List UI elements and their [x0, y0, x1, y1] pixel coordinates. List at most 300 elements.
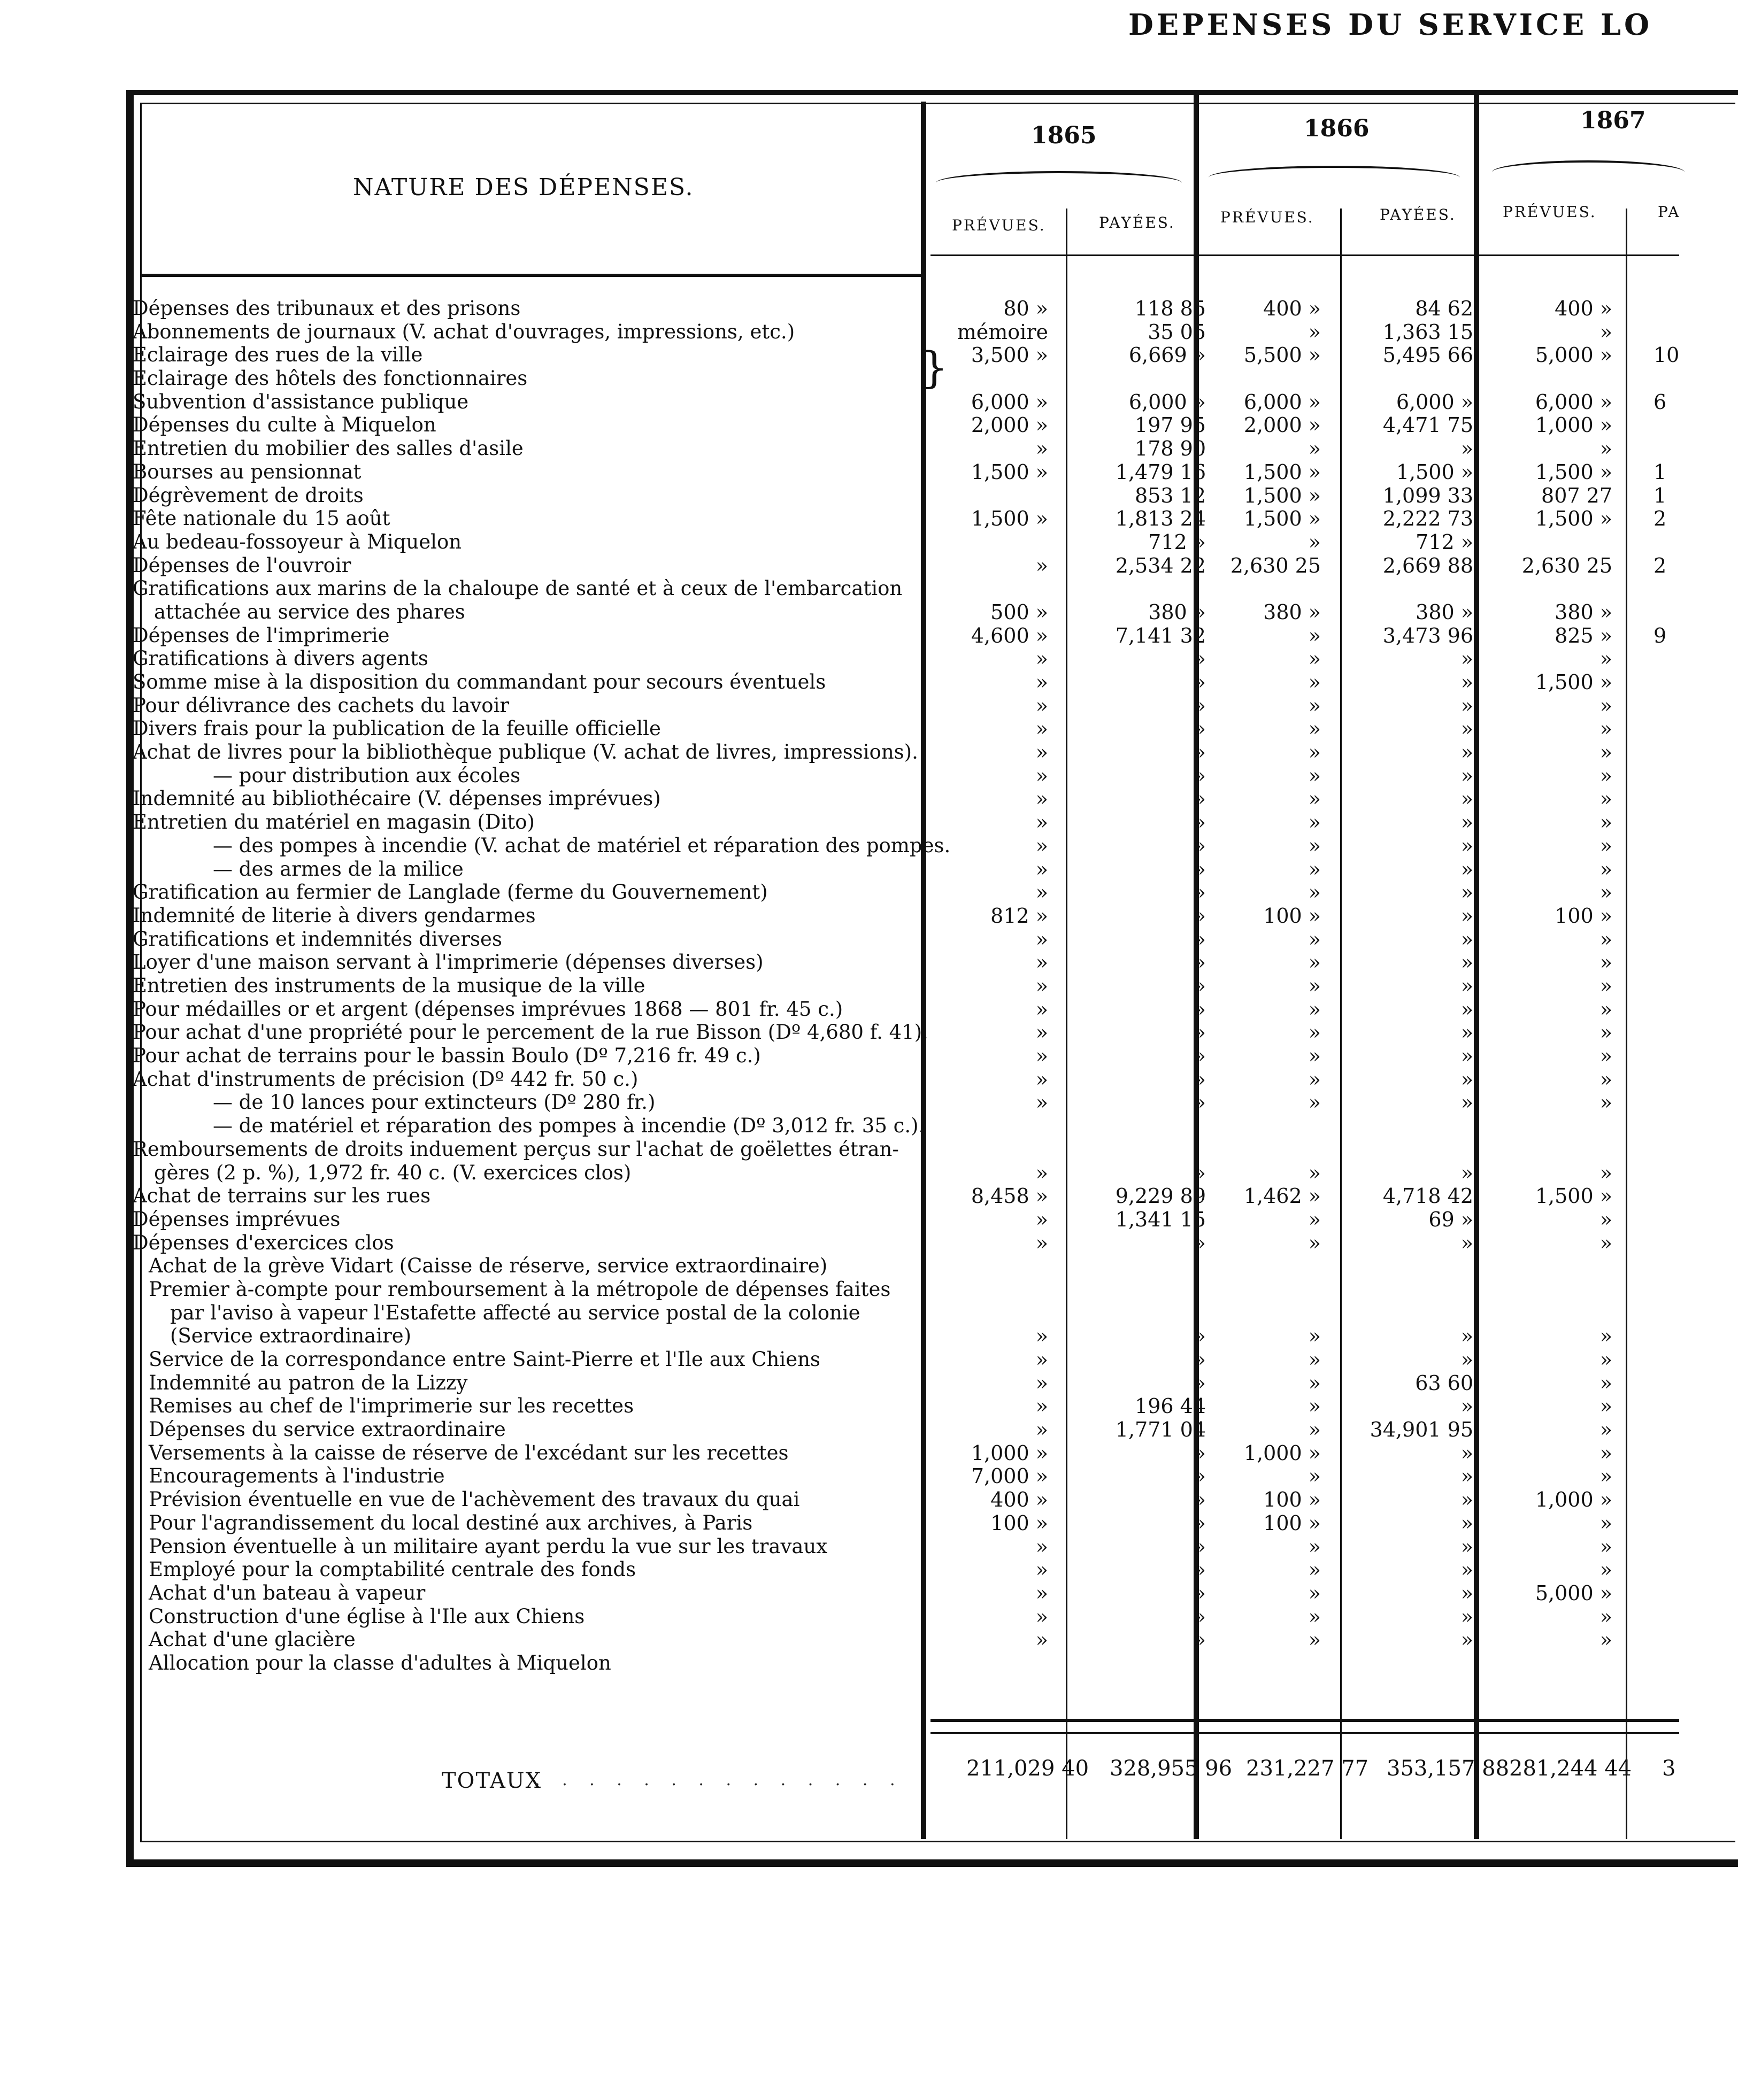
cut-off-value: 10	[1654, 343, 1680, 367]
row-label: Gratification au fermier de Langlade (ferme du Gouvernement)	[133, 881, 768, 904]
col-payees-1866: PAYÉES.	[1380, 206, 1456, 223]
row-label: Achat d'une glacière	[149, 1628, 356, 1651]
row-value: 69 »	[1428, 1207, 1473, 1231]
row-value: 100 »	[990, 1511, 1048, 1535]
row-value: »	[1308, 670, 1321, 694]
row-value: 5,495 66	[1382, 343, 1473, 367]
row-value: 1,500 »	[1243, 460, 1321, 484]
row-label: Dépenses du culte à Miquelon	[133, 413, 436, 437]
row-value: »	[1599, 1511, 1612, 1535]
row-value: »	[1308, 1231, 1321, 1255]
row-value: 1,462 »	[1243, 1184, 1321, 1208]
row-label: Somme mise à la disposition du commandant pour secours éventuels	[133, 670, 826, 694]
row-label: Dépenses de l'imprimerie	[133, 623, 390, 647]
row-value: »	[1460, 670, 1473, 694]
row-value: »	[1308, 881, 1321, 905]
row-value: »	[1599, 951, 1612, 975]
row-value: »	[1193, 1231, 1206, 1255]
row-label: Dépenses imprévues	[133, 1207, 341, 1231]
row-value: »	[1035, 693, 1048, 717]
row-value: »	[1308, 1207, 1321, 1231]
row-value: »	[1193, 927, 1206, 951]
row-label: Remises au chef de l'imprimerie sur les recettes	[149, 1394, 634, 1418]
row-value: »	[1035, 833, 1048, 858]
row-value: »	[1599, 857, 1612, 881]
row-value: »	[1035, 951, 1048, 975]
row-value: 1,500 »	[1243, 507, 1321, 531]
row-value: »	[1035, 1021, 1048, 1045]
row-value: mémoire	[957, 320, 1048, 344]
row-value: 825 »	[1555, 623, 1612, 647]
row-value: »	[1599, 1067, 1612, 1091]
total-1865-prevues: 211,029 40	[966, 1756, 1089, 1781]
row-value: »	[1193, 693, 1206, 717]
row-value: »	[1460, 1441, 1473, 1465]
row-value: 1,500 »	[971, 460, 1048, 484]
row-label: (Service extraordinaire)	[170, 1324, 412, 1348]
row-label: Fête nationale du 15 août	[133, 507, 390, 530]
row-value: »	[1308, 1044, 1321, 1068]
row-value: 1,813 24	[1115, 507, 1206, 531]
row-value: »	[1460, 647, 1473, 671]
row-value: 812 »	[990, 904, 1048, 928]
row-value: 84 62	[1415, 297, 1473, 320]
row-value: 400 »	[1555, 297, 1612, 320]
row-value: »	[1193, 1161, 1206, 1185]
row-label: Gratifications et indemnités diverses	[133, 927, 502, 951]
row-value: »	[1193, 974, 1206, 998]
row-value: »	[1308, 1628, 1321, 1652]
row-value: »	[1193, 857, 1206, 881]
row-value: »	[1035, 1604, 1048, 1628]
row-label: Pour l'agrandissement du local destiné aux archives, à Paris	[149, 1511, 753, 1534]
row-value: »	[1035, 647, 1048, 671]
row-value: 1,363 15	[1382, 320, 1473, 344]
row-label: Prévision éventuelle en vue de l'achèvement des travaux du quai	[149, 1488, 800, 1511]
row-value: »	[1460, 1231, 1473, 1255]
row-value: »	[1599, 1418, 1612, 1442]
row-value: »	[1460, 810, 1473, 835]
row-value: 400 »	[990, 1488, 1048, 1512]
row-label: — des armes de la milice	[213, 857, 464, 881]
row-value: »	[1035, 1348, 1048, 1372]
row-value: 380 »	[1263, 600, 1321, 624]
row-value: 34,901 95	[1370, 1418, 1473, 1442]
row-value: »	[1599, 763, 1612, 788]
row-value: »	[1599, 881, 1612, 905]
row-label: Gratifications à divers agents	[133, 647, 428, 670]
row-value: »	[1460, 974, 1473, 998]
row-value: 100 »	[1263, 904, 1321, 928]
row-value: »	[1599, 1464, 1612, 1488]
row-value: »	[1460, 1581, 1473, 1605]
row-value: »	[1599, 1441, 1612, 1465]
row-value: 7,000 »	[971, 1464, 1048, 1488]
row-value: »	[1308, 693, 1321, 717]
row-value: 100 »	[1263, 1511, 1321, 1535]
cut-off-value: 9	[1654, 623, 1667, 647]
row-value: »	[1460, 857, 1473, 881]
row-value: »	[1308, 437, 1321, 461]
row-value: »	[1460, 1511, 1473, 1535]
row-value: 1,341 15	[1115, 1207, 1206, 1231]
row-value: 5,500 »	[1243, 343, 1321, 367]
row-value: »	[1193, 1464, 1206, 1488]
row-value: »	[1193, 1371, 1206, 1395]
row-value: »	[1599, 1371, 1612, 1395]
row-value: 1,000 »	[1243, 1441, 1321, 1465]
col-payees-1867: PA	[1658, 203, 1681, 221]
row-value: »	[1035, 857, 1048, 881]
row-value: »	[1460, 1394, 1473, 1418]
year-brace-1866	[1209, 166, 1460, 189]
row-value: »	[1460, 1534, 1473, 1558]
row-value: »	[1599, 1534, 1612, 1558]
row-value: 1,099 33	[1382, 483, 1473, 507]
row-label: Achat de terrains sur les rues	[133, 1184, 431, 1208]
cut-off-value: 2	[1654, 507, 1667, 531]
row-label: Subvention d'assistance publique	[133, 390, 469, 413]
row-value: »	[1599, 1348, 1612, 1372]
row-value: 4,600 »	[971, 623, 1048, 647]
row-value: »	[1308, 1324, 1321, 1348]
totals-rule	[930, 1719, 1679, 1722]
row-value: »	[1035, 974, 1048, 998]
row-value: »	[1193, 1044, 1206, 1068]
row-value: »	[1308, 951, 1321, 975]
row-value: »	[1035, 810, 1048, 835]
row-value: »	[1460, 1464, 1473, 1488]
row-value: »	[1193, 904, 1206, 928]
row-label: Dépenses d'exercices clos	[133, 1231, 394, 1254]
header-rule	[140, 274, 921, 277]
row-value: 9,229 89	[1115, 1184, 1206, 1208]
row-value: »	[1035, 1418, 1048, 1442]
row-value: »	[1193, 1558, 1206, 1582]
row-value: »	[1460, 927, 1473, 951]
row-value: 400 »	[1263, 297, 1321, 320]
row-label: Remboursements de droits induement perçus sur l'achat de goëlettes étran-	[133, 1137, 899, 1161]
row-label: Employé pour la comptabilité centrale des fonds	[149, 1558, 636, 1581]
row-label: Pour achat de terrains pour le bassin Boulo (Dº 7,216 fr. 49 c.)	[133, 1044, 761, 1068]
row-value: »	[1035, 1534, 1048, 1558]
row-value: »	[1193, 1441, 1206, 1465]
cut-off-value: 6	[1654, 390, 1667, 414]
row-value: 1,000 »	[971, 1441, 1048, 1465]
row-label: Pour achat d'une propriété pour le percement de la rue Bisson (Dº 4,680 f. 41).	[133, 1021, 928, 1044]
row-value: »	[1599, 927, 1612, 951]
col-prevues-1866: PRÉVUES.	[1220, 209, 1314, 226]
row-value: »	[1035, 1067, 1048, 1091]
row-label: — de 10 lances pour extincteurs (Dº 280 fr.)	[213, 1091, 656, 1114]
cut-off-value: 2	[1654, 553, 1667, 577]
row-value: »	[1599, 1091, 1612, 1115]
row-value: 1,500 »	[1396, 460, 1473, 484]
row-value: »	[1599, 1231, 1612, 1255]
row-value: »	[1599, 997, 1612, 1021]
row-value: 1,500 »	[1535, 460, 1612, 484]
row-label: — des pompes à incendie (V. achat de matériel et réparation des pompes.	[213, 833, 951, 857]
brace-eclairage: }	[921, 343, 948, 392]
year-1865: 1865	[1031, 122, 1097, 149]
row-value: »	[1193, 670, 1206, 694]
row-value: 807 27	[1541, 483, 1612, 507]
row-value: 1,500 »	[1535, 670, 1612, 694]
row-value: 2,630 25	[1521, 553, 1612, 577]
row-value: »	[1599, 1604, 1612, 1628]
row-value: »	[1193, 763, 1206, 788]
row-label: Bourses au pensionnat	[133, 460, 362, 483]
row-value: 118 85	[1135, 297, 1206, 320]
totals-label: TOTAUX	[442, 1769, 542, 1793]
row-value: 100 »	[1555, 904, 1612, 928]
row-value: »	[1035, 740, 1048, 765]
row-value: »	[1599, 787, 1612, 811]
row-value: 197 95	[1135, 413, 1206, 437]
row-value: »	[1599, 1628, 1612, 1652]
row-value: 2,000 »	[1243, 413, 1321, 437]
row-value: »	[1308, 763, 1321, 788]
row-value: »	[1308, 1161, 1321, 1185]
row-value: »	[1308, 530, 1321, 554]
row-value: »	[1460, 787, 1473, 811]
row-value: »	[1599, 1394, 1612, 1418]
row-value: »	[1193, 1511, 1206, 1535]
row-value: »	[1035, 997, 1048, 1021]
row-value: »	[1460, 1558, 1473, 1582]
row-value: »	[1599, 1161, 1612, 1185]
row-value: »	[1599, 1558, 1612, 1582]
row-label: Versements à la caisse de réserve de l'excédant sur les recettes	[149, 1441, 789, 1464]
row-value: »	[1308, 647, 1321, 671]
row-value: »	[1460, 437, 1473, 461]
row-value: »	[1308, 997, 1321, 1021]
row-value: 5,000 »	[1535, 1581, 1612, 1605]
row-value: »	[1460, 1044, 1473, 1068]
year-brace-1867	[1492, 160, 1685, 184]
row-label: Au bedeau-fossoyeur à Miquelon	[133, 530, 462, 553]
row-value: »	[1460, 763, 1473, 788]
row-label: Gratifications aux marins de la chaloupe de santé et à ceux de l'embarcation	[133, 577, 903, 600]
row-label: Construction d'une église à l'Ile aux Chiens	[149, 1604, 585, 1628]
row-value: »	[1460, 717, 1473, 741]
row-value: 6,000 »	[1128, 390, 1206, 414]
row-value: »	[1035, 1207, 1048, 1231]
row-value: »	[1193, 997, 1206, 1021]
row-value: »	[1193, 1581, 1206, 1605]
row-value: »	[1035, 670, 1048, 694]
row-value: »	[1193, 1534, 1206, 1558]
row-value: »	[1308, 1091, 1321, 1115]
row-value: 2,534 22	[1115, 553, 1206, 577]
row-value: 3,500 »	[971, 343, 1048, 367]
row-value: 35 05	[1148, 320, 1206, 344]
row-value: »	[1035, 1091, 1048, 1115]
row-value: 1,500 »	[1535, 507, 1612, 531]
row-value: »	[1460, 833, 1473, 858]
row-value: 100 »	[1263, 1488, 1321, 1512]
row-value: 4,471 75	[1382, 413, 1473, 437]
row-value: »	[1460, 904, 1473, 928]
row-value: »	[1599, 693, 1612, 717]
row-value: »	[1193, 833, 1206, 858]
row-value: »	[1599, 437, 1612, 461]
row-value: »	[1035, 881, 1048, 905]
row-value: »	[1308, 320, 1321, 344]
row-value: 2,222 73	[1382, 507, 1473, 531]
row-value: »	[1193, 1021, 1206, 1045]
total-1865-payees: 328,955 96	[1110, 1756, 1233, 1781]
row-value: 1,500 »	[1535, 1184, 1612, 1208]
row-value: 196 44	[1135, 1394, 1206, 1418]
row-label: Dépenses du service extraordinaire	[149, 1418, 506, 1441]
row-value: »	[1035, 437, 1048, 461]
row-value: 6,669 »	[1128, 343, 1206, 367]
row-label: Dépenses de l'ouvroir	[133, 553, 351, 577]
row-value: »	[1035, 1628, 1048, 1652]
row-value: 1,000 »	[1535, 1488, 1612, 1512]
year-brace-1865	[936, 171, 1182, 195]
row-value: »	[1035, 927, 1048, 951]
total-1867-payees-partial: 3	[1662, 1756, 1676, 1781]
row-label: Allocation pour la classe d'adultes à Miquelon	[149, 1651, 611, 1674]
row-value: 380 »	[1416, 600, 1473, 624]
row-value: »	[1308, 833, 1321, 858]
row-label: Entretien du mobilier des salles d'asile	[133, 437, 524, 460]
row-value: »	[1035, 1371, 1048, 1395]
row-value: »	[1308, 857, 1321, 881]
row-value: 6,000 »	[1535, 390, 1612, 414]
row-label: Service de la correspondance entre Saint-Pierre et l'Ile aux Chiens	[149, 1348, 820, 1371]
row-value: 853 12	[1135, 483, 1206, 507]
row-value: »	[1035, 1558, 1048, 1582]
row-value: 2,630 25	[1230, 553, 1321, 577]
row-label: Loyer d'une maison servant à l'imprimerie (dépenses diverses)	[133, 951, 764, 974]
row-value: 6,000 »	[971, 390, 1048, 414]
row-value: »	[1599, 810, 1612, 835]
row-value: »	[1308, 623, 1321, 647]
total-1867-prevues: 281,244 44	[1509, 1756, 1632, 1781]
row-value: 4,718 42	[1382, 1184, 1473, 1208]
row-value: »	[1460, 1628, 1473, 1652]
row-value: »	[1460, 881, 1473, 905]
row-label: — de matériel et réparation des pompes à incendie (Dº 3,012 fr. 35 c.).	[213, 1114, 925, 1138]
row-value: »	[1193, 1604, 1206, 1628]
row-value: »	[1599, 740, 1612, 765]
row-value: 6,000 »	[1396, 390, 1473, 414]
row-value: 1,000 »	[1535, 413, 1612, 437]
row-value: 2,000 »	[971, 413, 1048, 437]
row-label: Achat de la grève Vidart (Caisse de réserve, service extraordinaire)	[149, 1254, 828, 1278]
row-value: »	[1460, 951, 1473, 975]
row-label: Entretien du matériel en magasin (Dito)	[133, 810, 535, 834]
row-value: 712 »	[1416, 530, 1473, 554]
row-value: »	[1308, 1558, 1321, 1582]
row-value: »	[1035, 1324, 1048, 1348]
row-value: 178 90	[1135, 437, 1206, 461]
page-title: DEPENSES DU SERVICE LO	[1128, 7, 1652, 42]
row-value: »	[1460, 740, 1473, 765]
row-value: 63 60	[1415, 1371, 1473, 1395]
row-label: attachée au service des phares	[154, 600, 465, 623]
row-label: Abonnements de journaux (V. achat d'ouvrages, impressions, etc.)	[133, 320, 795, 343]
row-value: 1,500 »	[971, 507, 1048, 531]
row-value: »	[1460, 1067, 1473, 1091]
row-value: »	[1460, 997, 1473, 1021]
row-label: Entretien des instruments de la musique de la ville	[133, 974, 645, 997]
row-value: 2,669 88	[1382, 553, 1473, 577]
row-value: »	[1035, 1044, 1048, 1068]
row-label: Eclairage des rues de la ville	[133, 343, 423, 367]
total-1866-payees: 353,157 88	[1387, 1756, 1510, 1781]
row-label: Divers frais pour la publication de la feuille officielle	[133, 717, 661, 740]
cut-off-value: 1	[1654, 483, 1667, 507]
row-value: »	[1193, 1067, 1206, 1091]
row-label: Pour médailles or et argent (dépenses imprévues 1868 — 801 fr. 45 c.)	[133, 997, 843, 1021]
nature-heading: NATURE DES DÉPENSES.	[353, 174, 694, 201]
col-prevues-1867: PRÉVUES.	[1503, 203, 1597, 221]
row-value: »	[1460, 1604, 1473, 1628]
row-value: »	[1193, 1324, 1206, 1348]
row-value: »	[1193, 1348, 1206, 1372]
row-value: »	[1460, 1161, 1473, 1185]
row-value: »	[1308, 974, 1321, 998]
row-value: »	[1308, 1371, 1321, 1395]
row-label: gères (2 p. %), 1,972 fr. 40 c. (V. exercices clos)	[154, 1161, 632, 1184]
row-value: »	[1599, 1207, 1612, 1231]
row-value: 6,000 »	[1243, 390, 1321, 414]
row-value: »	[1035, 787, 1048, 811]
row-value: »	[1035, 1581, 1048, 1605]
row-value: »	[1035, 717, 1048, 741]
row-value: 7,141 32	[1115, 623, 1206, 647]
row-value: »	[1599, 647, 1612, 671]
row-label: par l'aviso à vapeur l'Estafette affecté au service postal de la colonie	[170, 1301, 860, 1324]
row-label: Indemnité au bibliothécaire (V. dépenses imprévues)	[133, 787, 661, 810]
row-value: »	[1460, 1488, 1473, 1512]
row-label: Achat d'instruments de précision (Dº 442 fr. 50 c.)	[133, 1067, 639, 1091]
row-value: »	[1308, 717, 1321, 741]
row-value: 8,458 »	[971, 1184, 1048, 1208]
row-value: »	[1193, 1628, 1206, 1652]
row-value: »	[1308, 1067, 1321, 1091]
column-divider-1867	[1626, 209, 1627, 1839]
row-value: 1,771 04	[1115, 1418, 1206, 1442]
totals-dots: . . . . . . . . . . . . . .	[535, 1771, 904, 1789]
row-value: »	[1460, 1021, 1473, 1045]
row-label: Dépenses des tribunaux et des prisons	[133, 297, 521, 320]
cut-off-value: 1	[1654, 460, 1667, 484]
row-value: »	[1460, 1348, 1473, 1372]
row-label: Achat de livres pour la bibliothèque publique (V. achat de livres, impressions).	[133, 740, 918, 764]
header-rule-columns	[930, 254, 1679, 256]
row-value: »	[1599, 833, 1612, 858]
year-1867: 1867	[1580, 107, 1646, 134]
row-value: »	[1460, 1324, 1473, 1348]
row-value: 712 »	[1148, 530, 1206, 554]
row-value: »	[1193, 1091, 1206, 1115]
row-value: »	[1460, 1091, 1473, 1115]
row-value: »	[1599, 320, 1612, 344]
row-value: »	[1599, 1324, 1612, 1348]
row-value: »	[1193, 1488, 1206, 1512]
row-value: »	[1035, 1231, 1048, 1255]
row-value: 1,479 16	[1115, 460, 1206, 484]
row-value: »	[1193, 647, 1206, 671]
row-label: Indemnité au patron de la Lizzy	[149, 1371, 468, 1394]
row-label: Encouragements à l'industrie	[149, 1464, 445, 1488]
column-divider-1866	[1340, 209, 1342, 1839]
